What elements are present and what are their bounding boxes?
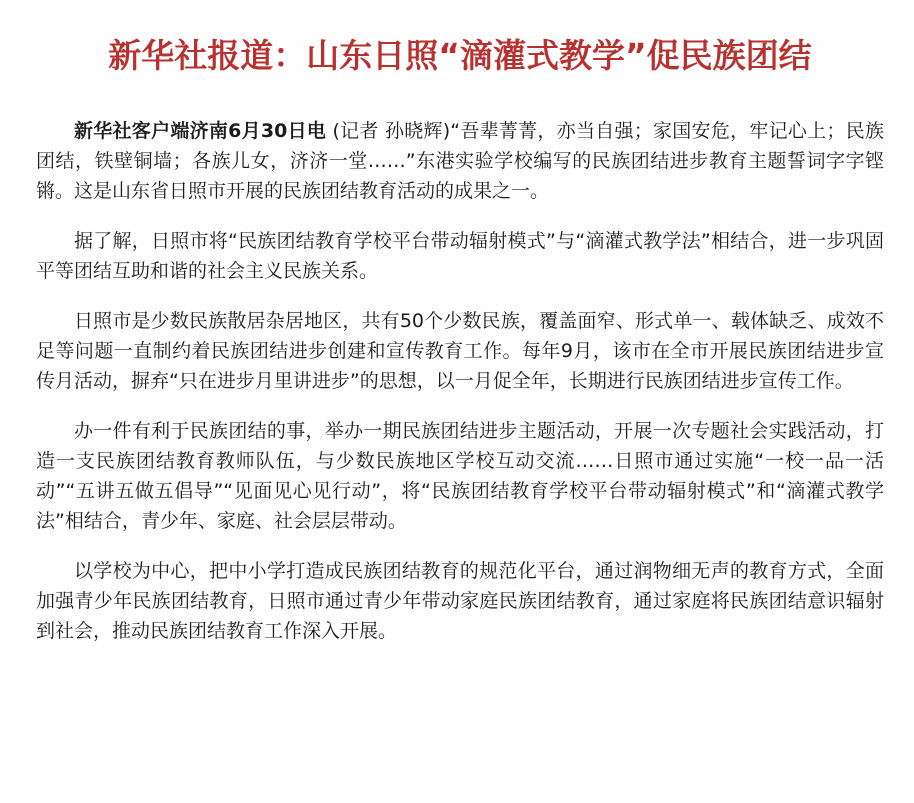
article-body bbox=[36, 116, 884, 646]
byline: (记者 孙晓辉) bbox=[332, 120, 451, 142]
article-paragraph-2: 据了解，日照市将“民族团结教育学校平台带动辐射模式”与“滴灌式教学法”相结合，进一步巩固平等团结互助和谐的社会主义民族关系。 bbox=[36, 230, 884, 282]
article-paragraph-4: 办一件有利于民族团结的事，举办一期民族团结进步主题活动，开展一次专题社会实践活动，打造一支民族团结教育教师队伍，与少数民族地区学校互动交流……日照市通过实施“一校一品一活动”“五讲五做五倡导”“见面见心见行动”，将“民族团结教育学校平台带动辐射模式”和“滴灌式教学法”相结合，青少年、家庭、社会层层带动。 bbox=[36, 420, 884, 532]
dateline: 新华社客户端济南6月30日电 bbox=[74, 120, 327, 142]
article-headline: 新华社报道：山东日照“滴灌式教学”促民族团结 bbox=[108, 36, 812, 75]
article-paragraph-5: 以学校为中心，把中小学打造成民族团结教育的规范化平台，通过润物细无声的教育方式，全面加强青少年民族团结教育，日照市通过青少年带动家庭民族团结教育，通过家庭将民族团结意识辐射到社会，推动民族团结教育工作深入开展。 bbox=[36, 560, 884, 642]
paragraph-1-text: “吾辈菁菁，亦当自强；家国安危，牢记心上；民族团结，铁壁铜墙；各族儿女，济济一堂……”东港实验学校编写的民族团结进步教育主题誓词字字铿锵。这是山东省日照市开展的民族团结教育活动的成果之一。 bbox=[36, 120, 884, 202]
article-paragraph-1 bbox=[36, 116, 884, 206]
article-paragraph-3: 日照市是少数民族散居杂居地区，共有50个少数民族，覆盖面窄、形式单一、载体缺乏、成效不足等问题一直制约着民族团结进步创建和宣传教育工作。每年9月，该市在全市开展民族团结进步宣传月活动，摒弃“只在进步月里讲进步”的思想，以一月促全年，长期进行民族团结进步宣传工作。 bbox=[36, 310, 884, 392]
